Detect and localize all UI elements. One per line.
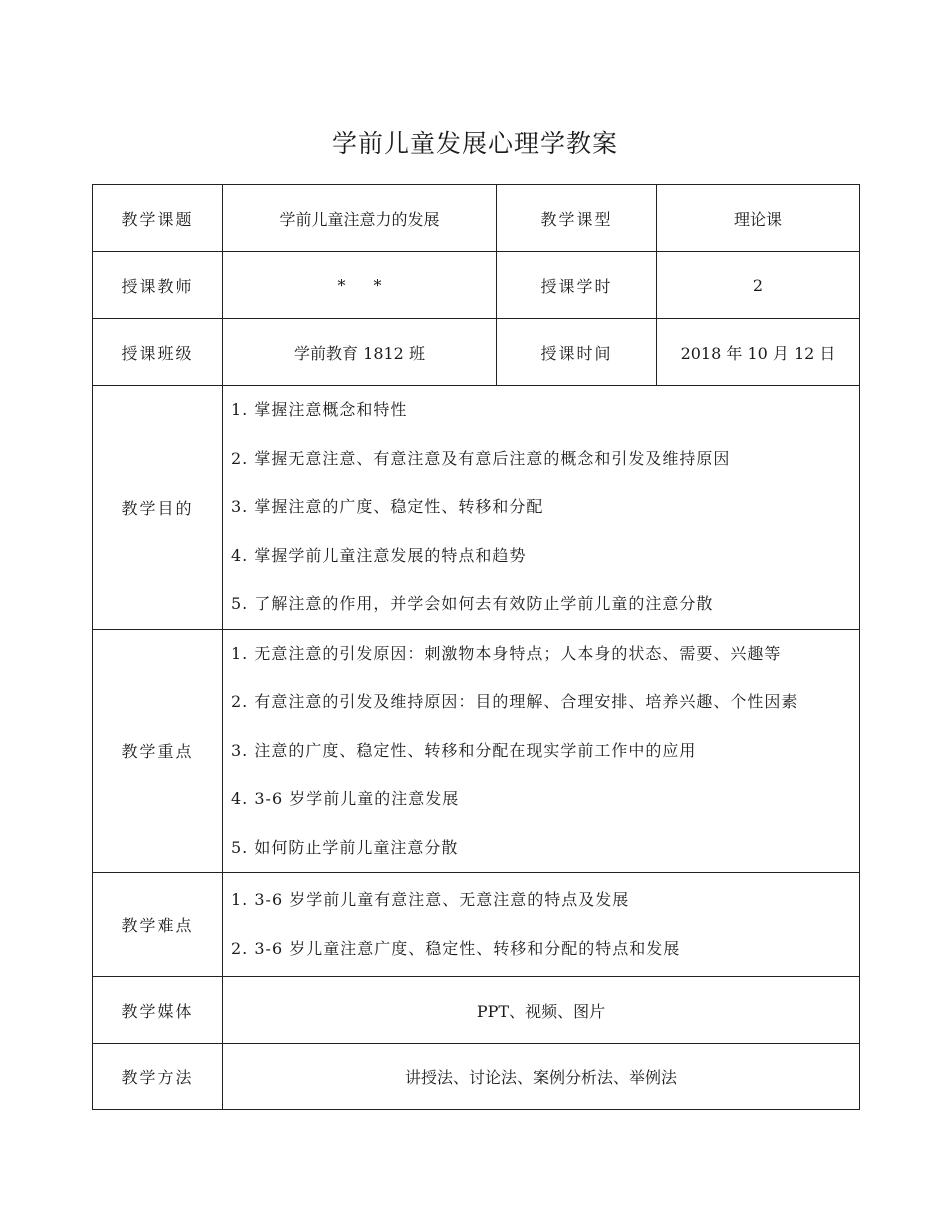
topic-label: 教学课题 xyxy=(93,185,223,252)
class-value: 学前教育 1812 班 xyxy=(223,319,497,386)
hours-value: 2 xyxy=(657,252,860,319)
teacher-name-masked: * xyxy=(337,275,346,295)
goals-list xyxy=(223,386,860,630)
document-title: 学前儿童发展心理学教案 xyxy=(331,129,618,158)
time-value: 2018 年 10 月 12 日 xyxy=(657,319,860,386)
hours-label: 授课学时 xyxy=(497,252,657,319)
method-label: 教学方法 xyxy=(93,1044,223,1110)
goal-item: 5. 了解注意的作用，并学会如何去有效防止学前儿童的注意分散 xyxy=(231,594,714,613)
teacher-name-masked: * xyxy=(373,275,382,295)
key-point-item: 5. 如何防止学前儿童注意分散 xyxy=(231,837,459,857)
table-row xyxy=(93,386,860,630)
difficult-points-label: 教学难点 xyxy=(93,873,223,977)
teacher-label: 授课教师 xyxy=(93,252,223,319)
key-point-item: 4. 3-6 岁学前儿童的注意发展 xyxy=(231,789,460,808)
media-label: 教学媒体 xyxy=(93,977,223,1044)
type-label: 教学课型 xyxy=(497,185,657,252)
goal-item: 3. 掌握注意的广度、稳定性、转移和分配 xyxy=(231,497,544,516)
key-point-item: 1. 无意注意的引发原因：刺激物本身特点；人本身的状态、需要、兴趣等 xyxy=(231,643,782,663)
goal-item: 2. 掌握无意注意、有意注意及有意后注意的概念和引发及维持原因 xyxy=(231,448,731,468)
table-row xyxy=(93,319,860,386)
goals-label: 教学目的 xyxy=(93,386,223,630)
difficult-points-list xyxy=(223,873,860,977)
lesson-plan-table xyxy=(92,184,860,1110)
table-row xyxy=(93,1044,860,1110)
time-label: 授课时间 xyxy=(497,319,657,386)
table-row xyxy=(93,977,860,1044)
key-point-item: 2. 有意注意的引发及维持原因：目的理解、合理安排、培养兴趣、个性因素 xyxy=(231,692,799,711)
media-value: PPT、视频、图片 xyxy=(223,977,860,1044)
key-points-list xyxy=(223,629,860,873)
method-value: 讲授法、讨论法、案例分析法、举例法 xyxy=(223,1044,860,1110)
table-row xyxy=(93,873,860,977)
table-row xyxy=(93,252,860,319)
key-points-label: 教学重点 xyxy=(93,629,223,873)
type-value: 理论课 xyxy=(657,185,860,252)
class-label: 授课班级 xyxy=(93,319,223,386)
teacher-value xyxy=(223,252,497,319)
difficult-point-item: 2. 3-6 岁儿童注意广度、稳定性、转移和分配的特点和发展 xyxy=(231,938,681,958)
table-row xyxy=(93,185,860,252)
goal-item: 4. 掌握学前儿童注意发展的特点和趋势 xyxy=(231,545,527,565)
difficult-point-item: 1. 3-6 岁学前儿童有意注意、无意注意的特点及发展 xyxy=(231,890,630,909)
key-point-item: 3. 注意的广度、稳定性、转移和分配在现实学前工作中的应用 xyxy=(231,740,697,760)
goal-item: 1. 掌握注意概念和特性 xyxy=(231,400,408,419)
table-row xyxy=(93,629,860,873)
topic-value: 学前儿童注意力的发展 xyxy=(223,185,497,252)
